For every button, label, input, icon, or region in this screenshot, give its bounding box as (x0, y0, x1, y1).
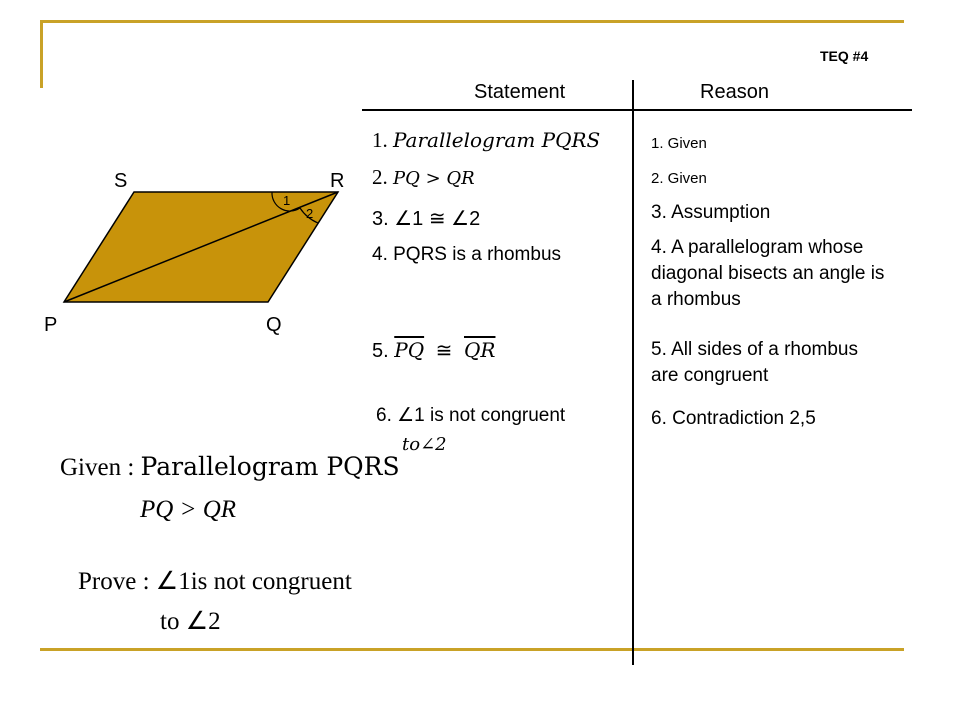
reason-4-line1: 4. A parallelogram whose (651, 237, 864, 258)
statement-1 (372, 128, 600, 153)
statement-2-text: PQ > QR (393, 168, 475, 189)
reason-3: 3. Assumption (651, 202, 771, 223)
prove-label: Prove : (78, 568, 150, 595)
statement-1-text: Parallelogram PQRS (393, 128, 601, 152)
prove-line1: ∠1is not congruent (155, 568, 352, 595)
statement-header: Statement (474, 81, 566, 103)
reason-5-line1: 5. All sides of a rhombus (651, 339, 858, 360)
given-line2: PQ > QR (140, 496, 237, 523)
vertex-s-label: S (114, 170, 128, 192)
statement-1-number: 1. (372, 128, 388, 152)
prove-block (78, 566, 352, 596)
reason-5 (651, 337, 858, 389)
frame-bottom-rule (40, 648, 904, 651)
vertex-r-label: R (330, 170, 345, 192)
statement-5-number: 5. (372, 340, 389, 362)
angle-1-label: 1 (283, 193, 291, 208)
given-label: Given : (60, 454, 135, 481)
segment-pq: $\overline{PQ}$ (394, 338, 425, 362)
statement-6-line2: to∠2 (402, 434, 447, 455)
reason-6: 6. Contradiction 2,5 (651, 408, 816, 429)
reason-2: 2. Given (651, 170, 707, 187)
statement-3: 3. ∠1 ≅ ∠2 (372, 208, 481, 230)
given-block (60, 452, 400, 482)
congruent-sign: ≅ (435, 340, 453, 362)
statement-2 (372, 165, 475, 190)
statement-4: 4. PQRS is a rhombus (372, 244, 562, 265)
prove-line2: to ∠2 (160, 608, 221, 635)
reason-5-line2: are congruent (651, 365, 769, 386)
teq-badge: TEQ #4 (820, 48, 869, 64)
table-column-divider (632, 80, 634, 665)
statement-6-line1: 6. ∠1 is not congruent (376, 405, 566, 426)
table-header-rule (362, 109, 912, 111)
given-line1: Parallelogram PQRS (140, 452, 400, 481)
reason-1: 1. Given (651, 135, 707, 152)
statement-5 (372, 338, 495, 363)
vertex-q-label: Q (266, 314, 282, 336)
reason-4-line3: a rhombus (651, 289, 741, 310)
segment-qr: $\overline{QR}$ (464, 338, 496, 362)
reason-4 (651, 235, 884, 313)
reason-header: Reason (700, 81, 769, 103)
vertex-p-label: P (44, 314, 58, 336)
reason-4-line2: diagonal bisects an angle is (651, 263, 885, 284)
statement-2-number: 2. (372, 165, 388, 189)
angle-2-label: 2 (306, 206, 314, 221)
